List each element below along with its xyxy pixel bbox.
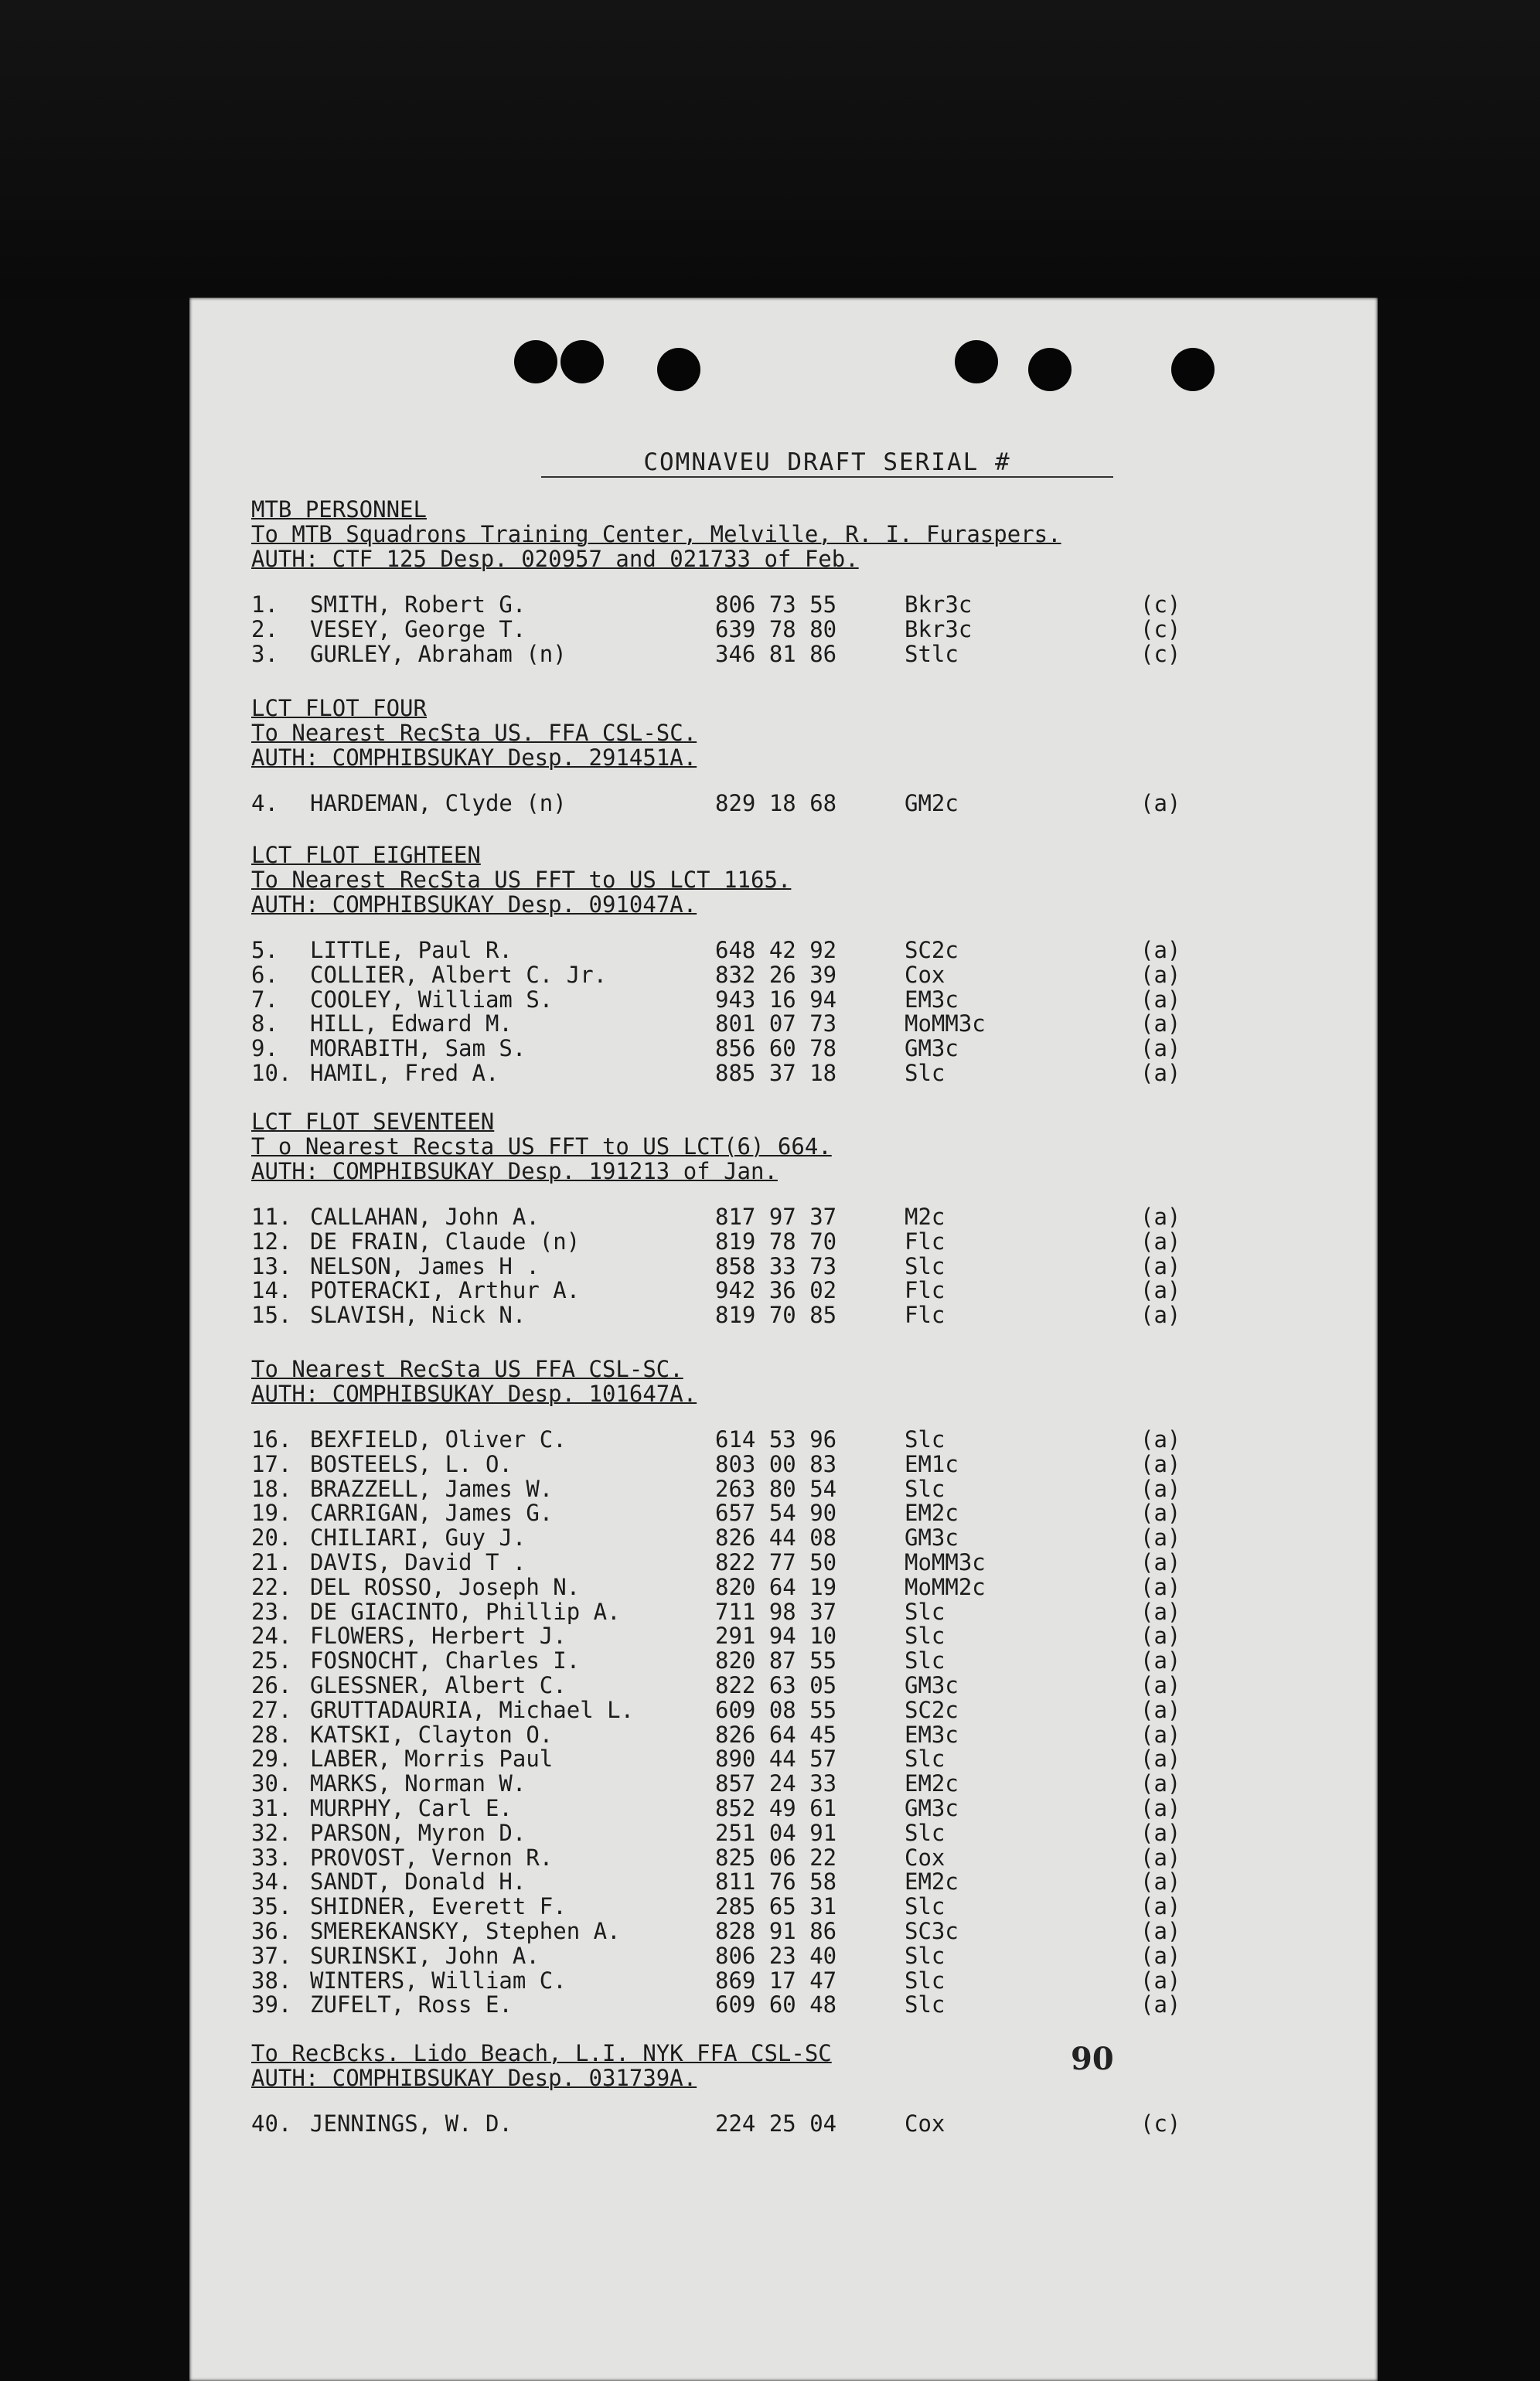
row-rate: Cox xyxy=(905,2110,945,2137)
row-number: 2. xyxy=(251,615,278,642)
row-code: (a) xyxy=(1140,1252,1181,1279)
section-recsta xyxy=(251,1357,1334,2018)
roster-row xyxy=(251,1624,1334,1649)
row-code: (a) xyxy=(1140,1794,1181,1821)
section-heading: LCT FLOT FOUR xyxy=(251,695,427,721)
row-number: 30. xyxy=(251,1770,292,1797)
row-rate: EM2c xyxy=(905,1770,959,1797)
row-number: 8. xyxy=(251,1010,278,1037)
row-rate: Slc xyxy=(905,1059,945,1086)
punch-hole xyxy=(560,340,604,383)
roster-row xyxy=(251,1747,1334,1772)
row-rate: Slc xyxy=(905,1426,945,1453)
row-serial: 819 70 85 xyxy=(715,1302,837,1329)
row-number: 27. xyxy=(251,1696,292,1723)
row-name: GURLEY, Abraham (n) xyxy=(310,640,567,667)
row-rate: GM3c xyxy=(905,1671,959,1698)
row-name: VESEY, George T. xyxy=(310,615,526,642)
roster-row xyxy=(251,1794,1334,1821)
punch-hole xyxy=(657,348,700,391)
row-name: HARDEMAN, Clyde (n) xyxy=(310,790,567,816)
row-number: 4. xyxy=(251,790,278,816)
row-code: (a) xyxy=(1140,986,1181,1013)
row-code: (a) xyxy=(1140,1524,1181,1552)
row-name: GLESSNER, Albert C. xyxy=(310,1671,567,1698)
row-name: DEL ROSSO, Joseph N. xyxy=(310,1573,581,1600)
row-rate: Cox xyxy=(905,1844,945,1871)
row-code: (a) xyxy=(1140,1548,1181,1575)
row-number: 21. xyxy=(251,1548,292,1575)
row-rate: Slc xyxy=(905,1252,945,1279)
row-serial: 885 37 18 xyxy=(715,1059,837,1086)
roster xyxy=(251,1205,1334,1328)
row-rate: Bkr3c xyxy=(905,615,973,642)
row-number: 13. xyxy=(251,1252,292,1279)
roster-row xyxy=(251,1919,1334,1944)
row-code: (a) xyxy=(1140,1228,1181,1255)
row-rate: Slc xyxy=(905,1598,945,1625)
row-rate: Slc xyxy=(905,1967,945,1994)
roster-row xyxy=(251,1698,1334,1723)
row-serial: 822 63 05 xyxy=(715,1671,837,1698)
roster-row xyxy=(251,1969,1334,1994)
row-serial: 291 94 10 xyxy=(715,1623,837,1650)
document-sheet xyxy=(189,298,1378,2381)
section-authority: AUTH: COMPHIBSUKAY Desp. 031739A. xyxy=(251,2065,697,2091)
row-rate: GM3c xyxy=(905,1524,959,1552)
row-rate: Slc xyxy=(905,1623,945,1650)
row-rate: SC2c xyxy=(905,937,959,963)
row-number: 15. xyxy=(251,1302,292,1329)
row-code: (a) xyxy=(1140,1671,1181,1698)
roster-row xyxy=(251,938,1334,963)
roster-row xyxy=(251,1526,1334,1551)
row-rate: MoMM3c xyxy=(905,1010,986,1037)
roster-row xyxy=(251,1037,1334,1061)
row-rate: M2c xyxy=(905,1204,945,1230)
roster xyxy=(251,792,1334,816)
row-code: (c) xyxy=(1140,591,1181,618)
row-serial: 614 53 96 xyxy=(715,1426,837,1453)
roster-row xyxy=(251,1279,1334,1303)
punch-hole xyxy=(1028,348,1072,391)
row-number: 19. xyxy=(251,1500,292,1527)
row-code: (a) xyxy=(1140,961,1181,988)
row-name: HAMIL, Fred A. xyxy=(310,1059,499,1086)
roster-row xyxy=(251,1252,1334,1279)
row-rate: EM3c xyxy=(905,1721,959,1748)
row-rate: EM1c xyxy=(905,1450,959,1477)
row-serial: 822 77 50 xyxy=(715,1548,837,1575)
row-name: SMEREKANSKY, Stephen A. xyxy=(310,1917,621,1944)
row-name: PARSON, Myron D. xyxy=(310,1819,526,1846)
row-number: 9. xyxy=(251,1035,278,1062)
row-rate: Slc xyxy=(905,1942,945,1969)
row-code: (a) xyxy=(1140,1819,1181,1846)
roster-row xyxy=(251,593,1334,618)
row-name: SLAVISH, Nick N. xyxy=(310,1302,526,1329)
row-name: CARRIGAN, James G. xyxy=(310,1500,554,1527)
row-code: (a) xyxy=(1140,1844,1181,1871)
row-number: 38. xyxy=(251,1967,292,1994)
section-destination: T o Nearest Recsta US FFT to US LCT(6) 664. xyxy=(251,1133,832,1160)
row-code: (a) xyxy=(1140,1746,1181,1773)
row-number: 18. xyxy=(251,1475,292,1502)
row-serial: 224 25 04 xyxy=(715,2110,837,2137)
roster-row xyxy=(251,615,1334,642)
row-rate: MoMM3c xyxy=(905,1548,986,1575)
roster-row xyxy=(251,1723,1334,1748)
row-number: 25. xyxy=(251,1647,292,1674)
row-code: (a) xyxy=(1140,1035,1181,1062)
row-code: (a) xyxy=(1140,1696,1181,1723)
row-serial: 657 54 90 xyxy=(715,1500,837,1527)
row-name: SANDT, Donald H. xyxy=(310,1868,526,1896)
section-lido xyxy=(251,2041,1334,2137)
roster-row xyxy=(251,1428,1334,1453)
roster-row xyxy=(251,1205,1334,1230)
row-serial: 832 26 39 xyxy=(715,961,837,988)
row-number: 37. xyxy=(251,1942,292,1969)
row-number: 17. xyxy=(251,1450,292,1477)
roster-row xyxy=(251,1895,1334,1919)
row-number: 31. xyxy=(251,1794,292,1821)
row-number: 20. xyxy=(251,1524,292,1552)
row-rate: SC2c xyxy=(905,1696,959,1723)
row-number: 12. xyxy=(251,1228,292,1255)
roster-row xyxy=(251,1846,1334,1871)
row-rate: EM3c xyxy=(905,986,959,1013)
section-heading: LCT FLOT SEVENTEEN xyxy=(251,1109,495,1135)
row-name: LABER, Morris Paul xyxy=(310,1746,554,1773)
section-authority: AUTH: COMPHIBSUKAY Desp. 101647A. xyxy=(251,1381,697,1407)
row-name: CALLAHAN, John A. xyxy=(310,1204,540,1230)
row-rate: Stlc xyxy=(905,640,959,667)
row-code: (a) xyxy=(1140,1967,1181,1994)
row-code: (a) xyxy=(1140,1623,1181,1650)
row-rate: Slc xyxy=(905,1746,945,1773)
row-number: 28. xyxy=(251,1721,292,1748)
section-mtb xyxy=(251,497,1334,666)
row-rate: Bkr3c xyxy=(905,591,973,618)
row-name: POTERACKI, Arthur A. xyxy=(310,1277,581,1304)
row-code: (a) xyxy=(1140,1500,1181,1527)
row-code: (a) xyxy=(1140,1868,1181,1896)
row-rate: Slc xyxy=(905,1893,945,1920)
section-destination: To MTB Squadrons Training Center, Melville, R. I. Furaspers. xyxy=(251,521,1061,547)
row-serial: 858 33 73 xyxy=(715,1252,837,1279)
punch-hole xyxy=(1171,348,1215,391)
row-name: WINTERS, William C. xyxy=(310,1967,567,1994)
row-code: (a) xyxy=(1140,1991,1181,2018)
row-serial: 942 36 02 xyxy=(715,1277,837,1304)
roster-row xyxy=(251,2112,1334,2137)
row-name: NELSON, James H . xyxy=(310,1252,540,1279)
row-name: DE GIACINTO, Phillip A. xyxy=(310,1598,621,1625)
row-number: 39. xyxy=(251,1991,292,2018)
roster xyxy=(251,938,1334,1086)
row-name: FLOWERS, Herbert J. xyxy=(310,1623,567,1650)
roster-row xyxy=(251,1501,1334,1526)
roster-row xyxy=(251,1600,1334,1625)
row-serial: 639 78 80 xyxy=(715,615,837,642)
row-serial: 609 60 48 xyxy=(715,1991,837,2018)
row-rate: GM3c xyxy=(905,1035,959,1062)
row-serial: 811 76 58 xyxy=(715,1868,837,1896)
roster xyxy=(251,2112,1334,2137)
row-code: (a) xyxy=(1140,1277,1181,1304)
roster-row xyxy=(251,1575,1334,1600)
section-destination: To Nearest RecSta US FFT to US LCT 1165. xyxy=(251,867,792,893)
row-serial: 869 17 47 xyxy=(715,1967,837,1994)
row-serial: 829 18 68 xyxy=(715,790,837,816)
roster-row xyxy=(251,1450,1334,1477)
roster-row xyxy=(251,988,1334,1013)
row-rate: Flc xyxy=(905,1228,945,1255)
section-destination: To RecBcks. Lido Beach, L.I. NYK FFA CSL-SC xyxy=(251,2040,832,2066)
row-number: 14. xyxy=(251,1277,292,1304)
row-code: (a) xyxy=(1140,1917,1181,1944)
row-name: BEXFIELD, Oliver C. xyxy=(310,1426,567,1453)
row-number: 6. xyxy=(251,961,278,988)
row-name: SURINSKI, John A. xyxy=(310,1942,540,1969)
roster-row xyxy=(251,1821,1334,1846)
roster-row xyxy=(251,1870,1334,1895)
row-number: 36. xyxy=(251,1917,292,1944)
section-authority: AUTH: COMPHIBSUKAY Desp. 191213 of Jan. xyxy=(251,1158,778,1184)
row-number: 33. xyxy=(251,1844,292,1871)
row-number: 7. xyxy=(251,986,278,1013)
page-number: 90 xyxy=(1071,2041,1114,2077)
row-name: LITTLE, Paul R. xyxy=(310,937,513,963)
roster-row xyxy=(251,792,1334,816)
row-rate: Slc xyxy=(905,1991,945,2018)
row-rate: Cox xyxy=(905,961,945,988)
row-rate: GM3c xyxy=(905,1794,959,1821)
document-title: COMNAVEU DRAFT SERIAL # xyxy=(541,448,1113,478)
row-code: (a) xyxy=(1140,1893,1181,1920)
roster xyxy=(251,1428,1334,2018)
row-serial: 828 91 86 xyxy=(715,1917,837,1944)
roster-row xyxy=(251,1012,1334,1037)
section-authority: AUTH: CTF 125 Desp. 020957 and 021733 of Feb. xyxy=(251,546,859,572)
row-name: BRAZZELL, James W. xyxy=(310,1475,554,1502)
row-rate: MoMM2c xyxy=(905,1573,986,1600)
row-serial: 263 80 54 xyxy=(715,1475,837,1502)
row-serial: 609 08 55 xyxy=(715,1696,837,1723)
row-name: BOSTEELS, L. O. xyxy=(310,1450,513,1477)
roster-row xyxy=(251,1061,1334,1086)
row-name: PROVOST, Vernon R. xyxy=(310,1844,554,1871)
row-code: (a) xyxy=(1140,1059,1181,1086)
row-serial: 820 64 19 xyxy=(715,1573,837,1600)
row-number: 40. xyxy=(251,2110,292,2137)
row-number: 22. xyxy=(251,1573,292,1600)
row-serial: 801 07 73 xyxy=(715,1010,837,1037)
row-name: DE FRAIN, Claude (n) xyxy=(310,1228,581,1255)
row-serial: 285 65 31 xyxy=(715,1893,837,1920)
row-rate: Slc xyxy=(905,1819,945,1846)
row-name: MURPHY, Carl E. xyxy=(310,1794,513,1821)
row-name: MORABITH, Sam S. xyxy=(310,1035,526,1062)
row-name: ZUFELT, Ross E. xyxy=(310,1991,513,2018)
roster-row xyxy=(251,1303,1334,1328)
roster-row xyxy=(251,1649,1334,1674)
row-number: 3. xyxy=(251,640,278,667)
row-rate: GM2c xyxy=(905,790,959,816)
row-name: SMITH, Robert G. xyxy=(310,591,526,618)
roster-row xyxy=(251,1671,1334,1698)
section-lct-seventeen xyxy=(251,1109,1334,1328)
roster-row xyxy=(251,963,1334,988)
row-number: 32. xyxy=(251,1819,292,1846)
row-serial: 826 64 45 xyxy=(715,1721,837,1748)
row-serial: 820 87 55 xyxy=(715,1647,837,1674)
roster-row xyxy=(251,1477,1334,1502)
row-serial: 806 73 55 xyxy=(715,591,837,618)
row-code: (c) xyxy=(1140,640,1181,667)
roster-row xyxy=(251,1772,1334,1797)
section-authority: AUTH: COMPHIBSUKAY Desp. 291451A. xyxy=(251,744,697,771)
row-serial: 890 44 57 xyxy=(715,1746,837,1773)
row-code: (a) xyxy=(1140,1426,1181,1453)
row-serial: 856 60 78 xyxy=(715,1035,837,1062)
row-serial: 943 16 94 xyxy=(715,986,837,1013)
row-serial: 251 04 91 xyxy=(715,1819,837,1846)
section-lct-eighteen xyxy=(251,843,1334,1086)
row-name: GRUTTADAURIA, Michael L. xyxy=(310,1696,635,1723)
row-code: (c) xyxy=(1140,615,1181,642)
row-code: (a) xyxy=(1140,1942,1181,1969)
row-code: (a) xyxy=(1140,1010,1181,1037)
punch-hole xyxy=(955,340,998,383)
row-number: 11. xyxy=(251,1204,292,1230)
row-rate: Slc xyxy=(905,1647,945,1674)
row-serial: 826 44 08 xyxy=(715,1524,837,1552)
row-serial: 803 00 83 xyxy=(715,1450,837,1477)
scan-background xyxy=(0,0,1540,298)
row-number: 35. xyxy=(251,1893,292,1920)
row-code: (a) xyxy=(1140,1450,1181,1477)
row-code: (a) xyxy=(1140,1302,1181,1329)
roster-row xyxy=(251,1548,1334,1575)
section-lct-four xyxy=(251,696,1334,816)
row-name: SHIDNER, Everett F. xyxy=(310,1893,567,1920)
row-serial: 346 81 86 xyxy=(715,640,837,667)
punch-hole xyxy=(514,340,557,383)
section-destination: To Nearest RecSta US FFA CSL-SC. xyxy=(251,1356,683,1382)
row-code: (a) xyxy=(1140,1598,1181,1625)
row-serial: 648 42 92 xyxy=(715,937,837,963)
row-serial: 857 24 33 xyxy=(715,1770,837,1797)
row-serial: 852 49 61 xyxy=(715,1794,837,1821)
roster-row xyxy=(251,642,1334,667)
row-number: 24. xyxy=(251,1623,292,1650)
row-name: MARKS, Norman W. xyxy=(310,1770,526,1797)
row-code: (c) xyxy=(1140,2110,1181,2137)
row-code: (a) xyxy=(1140,1573,1181,1600)
row-name: DAVIS, David T . xyxy=(310,1548,526,1575)
row-rate: Slc xyxy=(905,1475,945,1502)
row-number: 16. xyxy=(251,1426,292,1453)
row-serial: 711 98 37 xyxy=(715,1598,837,1625)
row-serial: 806 23 40 xyxy=(715,1942,837,1969)
row-name: FOSNOCHT, Charles I. xyxy=(310,1647,581,1674)
row-code: (a) xyxy=(1140,1647,1181,1674)
roster-row xyxy=(251,1993,1334,2018)
row-number: 29. xyxy=(251,1746,292,1773)
row-code: (a) xyxy=(1140,1770,1181,1797)
row-code: (a) xyxy=(1140,1721,1181,1748)
row-serial: 819 78 70 xyxy=(715,1228,837,1255)
row-name: COLLIER, Albert C. Jr. xyxy=(310,961,608,988)
row-number: 34. xyxy=(251,1868,292,1896)
row-code: (a) xyxy=(1140,1475,1181,1502)
row-code: (a) xyxy=(1140,1204,1181,1230)
row-rate: EM2c xyxy=(905,1868,959,1896)
row-rate: Flc xyxy=(905,1277,945,1304)
section-heading: MTB PERSONNEL xyxy=(251,496,427,523)
row-serial: 825 06 22 xyxy=(715,1844,837,1871)
row-number: 5. xyxy=(251,937,278,963)
row-name: COOLEY, William S. xyxy=(310,986,554,1013)
roster-row xyxy=(251,1230,1334,1255)
row-rate: SC3c xyxy=(905,1917,959,1944)
roster-row xyxy=(251,1944,1334,1969)
row-code: (a) xyxy=(1140,790,1181,816)
row-rate: Flc xyxy=(905,1302,945,1329)
row-number: 10. xyxy=(251,1059,292,1086)
row-name: KATSKI, Clayton O. xyxy=(310,1721,554,1748)
row-number: 1. xyxy=(251,591,278,618)
row-serial: 817 97 37 xyxy=(715,1204,837,1230)
roster xyxy=(251,593,1334,666)
row-number: 26. xyxy=(251,1671,292,1698)
section-heading: LCT FLOT EIGHTEEN xyxy=(251,842,481,868)
row-number: 23. xyxy=(251,1598,292,1625)
section-authority: AUTH: COMPHIBSUKAY Desp. 091047A. xyxy=(251,891,697,918)
row-name: JENNINGS, W. D. xyxy=(310,2110,513,2137)
row-code: (a) xyxy=(1140,937,1181,963)
row-name: CHILIARI, Guy J. xyxy=(310,1524,526,1552)
row-name: HILL, Edward M. xyxy=(310,1010,513,1037)
row-rate: EM2c xyxy=(905,1500,959,1527)
section-destination: To Nearest RecSta US. FFA CSL-SC. xyxy=(251,720,697,746)
